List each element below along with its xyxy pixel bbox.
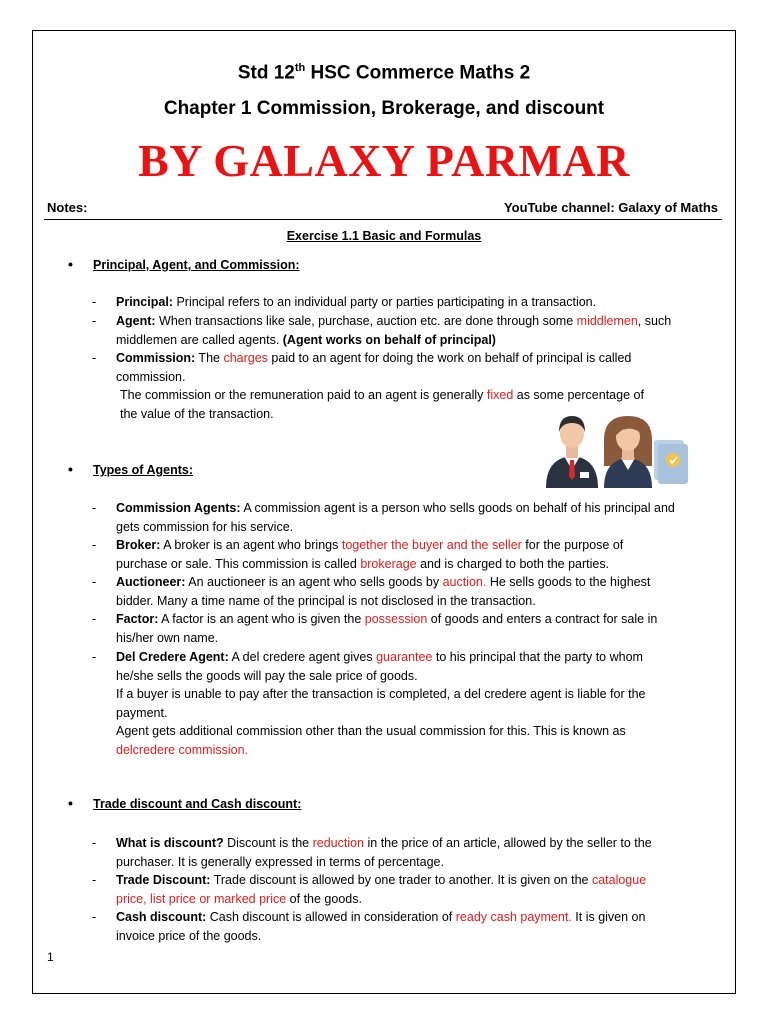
exercise-heading: Exercise 1.1 Basic and Formulas	[286, 229, 482, 243]
list-item-del-credere: - Del Credere Agent: A del credere agent gives guarantee to his principal that the party to whom he/she sells the goods will pay the sale price of goods. If a buyer is unable to pay after the transaction is completed, a del credere agent is liable for the payment. Agent gets additional commission other than the usual commission for this. This is known as delcredere commission.	[92, 650, 646, 757]
list-item-commission-agents: - Commission Agents: A commission agent is a person who sells goods on behalf of his principal and gets commission for his service.	[92, 501, 675, 534]
list-item-trade-discount: - Trade Discount: Trade discount is allowed by one trader to another. It is given on the catalogue price, list price or marked price of the goods.	[92, 873, 647, 906]
list-item-factor: - Factor: A factor is an agent who is given the possession of goods and enters a contract for sale in his/her own name.	[92, 612, 658, 645]
list-item-broker: - Broker: A broker is an agent who brings together the buyer and the seller for the purpose of purchase or sale. This commission is called brokerage and is charged to both the parties.	[92, 538, 624, 571]
list-item-principal: - Principal: Principal refers to an individual party or parties participating in a transaction.	[92, 295, 597, 309]
list-item-auctioneer: - Auctioneer: An auctioneer is an agent who sells goods by auction. He sells goods to the highest bidder. Many a time name of the principal is not disclosed in the transaction.	[92, 575, 651, 608]
chapter-title: Chapter 1 Commission, Brokerage, and discount	[163, 98, 605, 119]
section-heading: • Types of Agents:	[68, 461, 194, 477]
notes-label: Notes:	[47, 200, 88, 215]
document-badge-icon	[654, 440, 688, 484]
list-item-what-is-discount: - What is discount? Discount is the reduction in the price of an article, allowed by the seller to the purchaser. It is generally expressed in terms of percentage.	[92, 836, 652, 869]
businessman-icon	[546, 416, 598, 488]
list-item-cash-discount: - Cash discount: Cash discount is allowed in consideration of ready cash payment. It is given on invoice price of the goods.	[92, 910, 646, 943]
remuneration-note: The commission or the remuneration paid to an agent is generally fixed as some percentage of the value of the transaction.	[120, 388, 644, 421]
youtube-channel: YouTube channel: Galaxy of Maths	[503, 200, 718, 215]
list-item-agent: - Agent: When transactions like sale, purchase, auction etc. are done through some middlemen, such middlemen are called agents. (Agent works on behalf of principal)	[92, 314, 672, 347]
businesswoman-icon	[604, 416, 652, 488]
page-title: Std 12th HSC Commerce Maths 2	[237, 62, 531, 84]
author-banner: BY GALAXY PARMAR	[138, 135, 630, 186]
page-number: 1	[47, 950, 54, 964]
section-heading: • Trade discount and Cash discount:	[68, 795, 302, 811]
header-divider	[44, 219, 722, 220]
section-heading: • Principal, Agent, and Commission:	[68, 256, 300, 272]
list-item-commission: - Commission: The charges paid to an agent for doing the work on behalf of principal is called commission.	[92, 351, 632, 384]
agents-illustration	[542, 410, 692, 490]
